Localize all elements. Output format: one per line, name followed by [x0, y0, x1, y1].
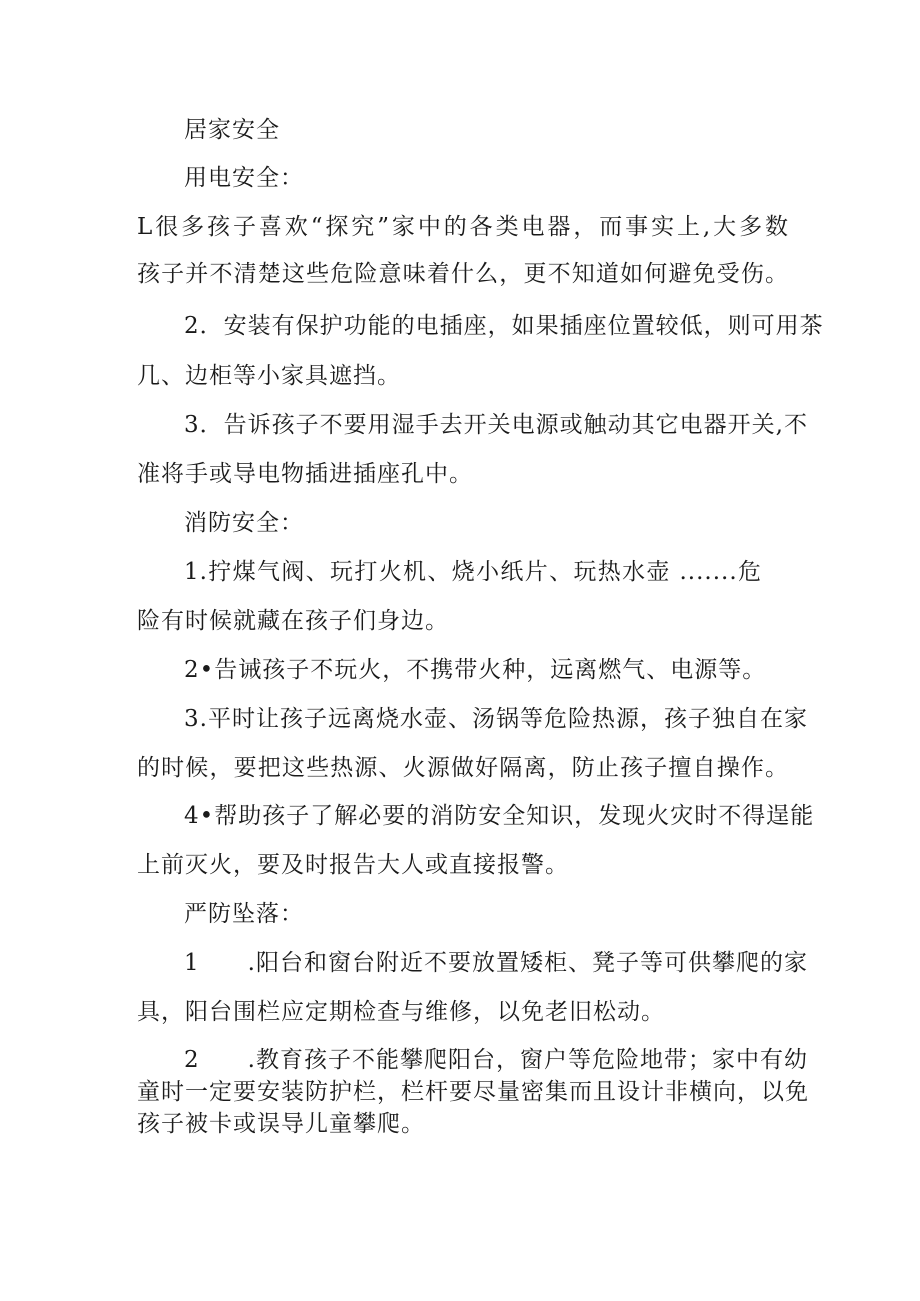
fire-item-1-line-2: 险有时候就藏在孩子们身边。: [137, 608, 449, 634]
electricity-item-1-line-2: 孩子并不清楚这些危险意味着什么，更不知道如何避免受伤。: [137, 261, 789, 287]
section-heading-fire: 消防安全：: [184, 510, 304, 536]
fire-item-3-line-1: 3.平时让孩子远离烧水壶、汤锅等危险热源，孩子独自在家: [184, 706, 808, 732]
fire-item-4-line-2: 上前灭火，要及时报告大人或直接报警。: [137, 852, 569, 878]
electricity-item-2-line-2: 几、边柜等小家具遮挡。: [137, 363, 401, 389]
document-title: 居家安全: [184, 117, 280, 143]
section-heading-electricity: 用电安全：: [184, 165, 304, 191]
falls-item-1-line-1: 1 .阳台和窗台附近不要放置矮柜、凳子等可供攀爬的家: [184, 950, 808, 976]
electricity-item-2-line-1: 2．安装有保护功能的电插座，如果插座位置较低，则可用茶: [184, 313, 824, 339]
electricity-item-1-line-1: L很多孩子喜欢“探究”家中的各类电器，而事实上,大多数: [137, 214, 789, 240]
fire-item-1-line-1: 1.拧煤气阀、玩打火机、烧小纸片、玩热水壶 .......危: [184, 559, 762, 585]
fire-item-2: 2•告诫孩子不玩火，不携带火种，远离燃气、电源等。: [184, 657, 767, 683]
falls-item-2-line-1: 2 .教育孩子不能攀爬阳台，窗户等危险地带；家中有幼: [184, 1047, 808, 1073]
falls-item-2-line-2: 童时一定要安装防护栏，栏杆要尽量密集而且设计非横向，以免: [137, 1079, 809, 1105]
electricity-item-3-line-1: 3．告诉孩子不要用湿手去开关电源或触动其它电器开关,不: [184, 412, 808, 438]
falls-item-1-line-2: 具，阳台围栏应定期检查与维修，以免老旧松动。: [137, 999, 665, 1025]
falls-item-2-line-3: 孩子被卡或误导儿童攀爬。: [137, 1111, 425, 1137]
fire-item-4-line-1: 4•帮助孩子了解必要的消防安全知识，发现火灾时不得逞能: [184, 803, 815, 829]
electricity-item-3-line-2: 准将手或导电物插进插座孔中。: [137, 461, 473, 487]
section-heading-falls: 严防坠落：: [184, 901, 304, 927]
fire-item-3-line-2: 的时候，要把这些热源、火源做好隔离，防止孩子擅自操作。: [137, 755, 789, 781]
